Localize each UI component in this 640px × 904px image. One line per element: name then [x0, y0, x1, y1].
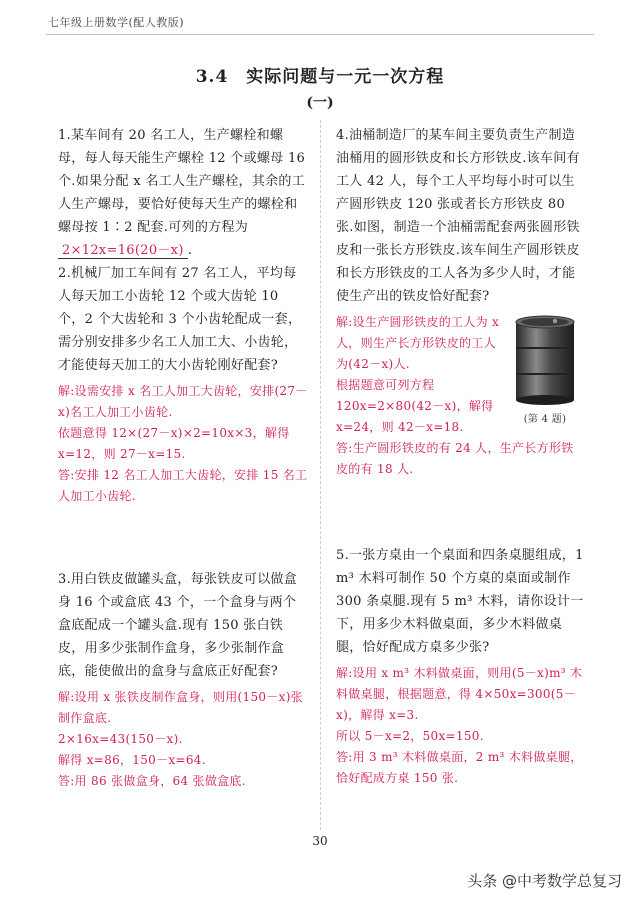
- section-title: 3.4 实际问题与一元一次方程: [195, 67, 445, 87]
- question-3-answer: [58, 687, 308, 792]
- question-3-text: 3.用白铁皮做罐头盒，每张铁皮可以做盒身 16 个或盒底 43 个，一个盒身与两个盒底配成一个罐头盒.现有 150 张白铁皮，用多少张制作盒身，多少张制作盒底，能使做出的盒身与盒底正好配套?: [58, 572, 298, 679]
- answer-line: 答:用 3 m³ 木料做桌面，2 m³ 木料做桌腿，恰好配成方桌 150 张.: [336, 750, 583, 785]
- right-column: [336, 124, 584, 480]
- question-5-answer: [336, 663, 584, 789]
- question-1-suffix: .: [187, 243, 193, 258]
- answer-line: 答:用 86 张做盒身，64 张做盒底.: [58, 774, 246, 788]
- figure-caption: (第 4 题): [523, 414, 567, 425]
- answer-line: 解:设需安排 x 名工人加工大齿轮，安排(27－x)名工人加工小齿轮.: [58, 384, 308, 419]
- page-number: 30: [312, 834, 328, 848]
- answer-line: 答:安排 12 名工人加工大齿轮，安排 15 名工人加工小齿轮.: [58, 468, 308, 503]
- answer-line: 所以 5－x=2，50x=150.: [336, 729, 484, 743]
- answer-line: 解:设生产圆形铁皮的工人为 x 人，则生产长方形铁皮的工人为(42－x)人.: [336, 315, 500, 371]
- book-header: 七年级上册数学(配人教版): [48, 16, 185, 29]
- oil-barrel-image: [510, 314, 580, 406]
- answer-line: 根据题意可列方程 120x=2×80(42－x)，解得 x=24，则 42－x=18.: [336, 378, 494, 434]
- header-rule: [46, 34, 594, 35]
- section-subtitle: (一): [306, 95, 334, 111]
- answer-line: 答:生产圆形铁皮的有 24 人，生产长方形铁皮的有 18 人.: [336, 441, 574, 476]
- answer-line: 解得 x=86，150－x=64.: [58, 753, 206, 767]
- question-1: [58, 124, 308, 262]
- question-4: [336, 124, 584, 480]
- answer-line: 解:设用 x m³ 木料做桌面，则用(5－x)m³ 木料做桌腿，根据题意，得 4×50x=300(5－x)，解得 x=3.: [336, 666, 583, 722]
- question-2: [58, 262, 308, 507]
- question-1-answer: 2×12x=16(20－x): [58, 243, 188, 259]
- question-4-answer: [336, 312, 584, 480]
- question-4-text: 4.油桶制造厂的某车间主要负责生产制造油桶用的圆形铁皮和长方形铁皮.该车间有工人 42 人，每个工人平均每小时可以生产圆形铁皮 120 张或者长方形铁皮 80 张.如图，制造一个油桶需配套两张圆形铁皮和一张长方形铁皮.该车间生产圆形铁皮和长方形铁皮的工人各为多少人时，才能使生产出的铁皮恰好配套?: [336, 128, 580, 304]
- question-1-text: 1.某车间有 20 名工人，生产螺栓和螺母，每人每天能生产螺栓 12 个或螺母 16 个.如果分配 x 名工人生产螺栓，其余的工人生产螺母，要恰好使每天生产的螺栓和螺母按 1∶2 配套.可列的方程为: [58, 128, 306, 235]
- right-column-lower: [336, 544, 584, 789]
- question-2-answer: [58, 381, 308, 507]
- answer-line: 依题意得 12×(27－x)×2=10x×3，解得 x=12，则 27－x=15.: [58, 426, 290, 461]
- question-2-text: 2.机械厂加工车间有 27 名工人，平均每人每天加工小齿轮 12 个或大齿轮 10 个，2 个大齿轮和 3 个小齿轮配成一套，需分别安排多少名工人加工大、小齿轮，才能使每天加工的大小齿轮刚好配套?: [58, 266, 302, 373]
- left-column: [58, 124, 308, 507]
- answer-line: 2×16x=43(150－x).: [58, 732, 183, 746]
- column-divider: [320, 120, 321, 830]
- question-5: [336, 544, 584, 789]
- source-watermark: 头条 @中考数学总复习: [467, 872, 622, 890]
- barrel-figure: [506, 314, 584, 427]
- answer-line: 解:设用 x 张铁皮制作盒身，则用(150－x)张制作盒底.: [58, 690, 303, 725]
- left-column-lower: [58, 568, 308, 792]
- question-5-text: 5.一张方桌由一个桌面和四条桌腿组成，1 m³ 木料可制作 50 个方桌的桌面或制作 300 条桌腿.现有 5 m³ 木料，请你设计一下，用多少木料做桌面，多少木料做桌腿，恰好配成方桌多少张?: [336, 548, 584, 655]
- question-3: [58, 568, 308, 792]
